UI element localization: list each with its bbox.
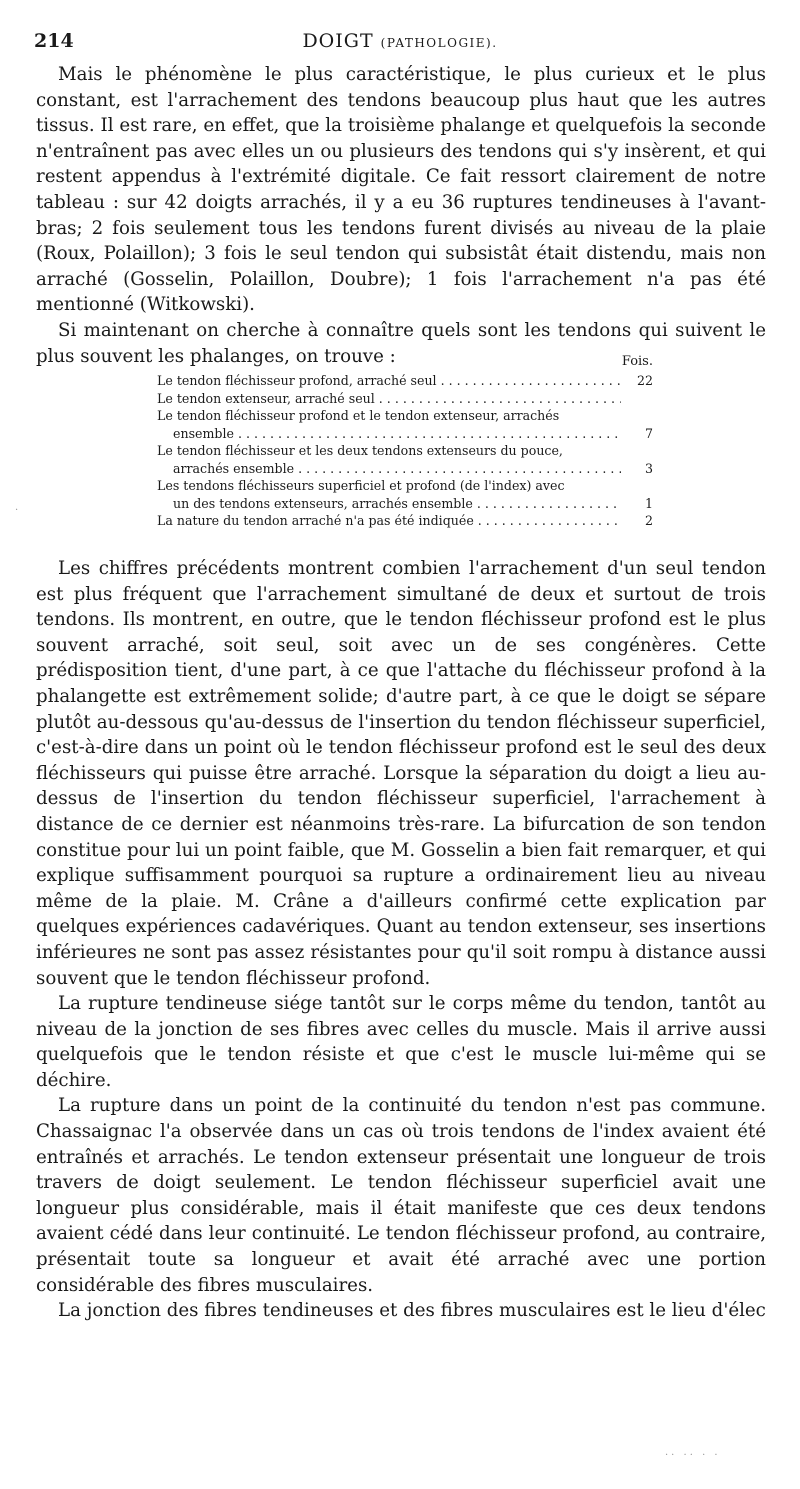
table-row-label: Les tendons fléchisseurs superficiel et profond (de l'index) avec [157, 478, 565, 493]
paragraph: Les chiffres précédents montrent combien l'arrachement d'un seul tendon est plus fréquent que l'arrachement simultané de deux et surtout de trois tendons. Ils montrent, en outre, que le tendon fléchisseur profond est le plus souvent arraché, soit seul, soit avec un de ses congénères. Cette prédisposition tient, d'une part, à ce que l'attache du fléchisseur profond à la phalangette est extrêmement solide; d'autre part, à ce que le doigt se sépare plutôt au-dessous qu'au-dessus de l'insertion du tendon fléchisseur superficiel, c'est-à-dire dans un point où le tendon fléchisseur profond est le seul des deux fléchisseurs qui puisse être arraché. Lorsque la séparation du doigt a lieu au-dessus de l'insertion du tendon fléchisseur superficiel, l'arrachement à distance de ce dernier est néanmoins très-rare. La bifurcation de son tendon constitue pour lui un point faible, que M. Gosselin a bien fait remarquer, et qui explique suffisamment pourquoi sa rupture a ordinairement lieu au niveau même de la plaie. M. Crâne a d'ailleurs confirmé cette explication par quelques expériences cadavériques. Quant au tendon extenseur, ses insertions inférieures ne sont pas assez résistantes pour qu'il soit rompu à distance aussi souvent que le tendon fléchisseur profond. [36, 558, 766, 989]
table-row-label: La nature du tendon arraché n'a pas été indiquée . . . [157, 512, 621, 530]
running-title [34, 30, 766, 52]
table-row [157, 442, 653, 477]
table-row-label: Le tendon fléchisseur profond, arraché seul . . . [157, 372, 621, 390]
running-head [34, 30, 766, 56]
table-column-header: Fois. [621, 354, 653, 369]
table-row [157, 477, 653, 512]
table-row [157, 512, 653, 530]
table-row [157, 407, 653, 442]
running-title-main: DOIGT [302, 30, 374, 52]
table-row-label-continued: arrachés ensemble . . . [157, 460, 621, 478]
paragraph: La rupture tendineuse siége tantôt sur le corps même du tendon, tantôt au niveau de la jonction de ses fibres avec celles du muscle. Mais il arrive aussi quelquefois que le tendon résiste et que c'est le muscle lui-même qui se déchire. [36, 993, 766, 1091]
table-row-label: Le tendon extenseur, arraché seul . . . [157, 390, 621, 408]
table-row-value: 3 [644, 460, 653, 476]
tendon-statistics-table [157, 352, 653, 530]
table-row-value: 22 [636, 373, 653, 388]
text-block-top [36, 62, 766, 369]
page-number: 214 [34, 30, 74, 52]
table-row-label: Le tendon fléchisseur et les deux tendons extenseurs du pouce, [157, 443, 563, 458]
table-row-label: Le tendon fléchisseur profond et le tendon extenseur, arrachés [157, 408, 560, 423]
paragraph: Mais le phénomène le plus caractéristique, le plus curieux et le plus constant, est l'arrachement des tendons beaucoup plus haut que les autres tissus. Il est rare, en effet, que la troisième phalange et quelquefois la seconde n'entraînent pas avec elles un ou plusieurs des tendons qui s'y insèrent, et qui restent appendus à l'extrémité digitale. Ce fait ressort clairement de notre tableau : sur 42 doigts arrachés, il y a eu 36 ruptures tendineuses à l'avant-bras; 2 fois seulement tous les tendons furent divisés au niveau de la plaie (Roux, Polaillon); 3 fois le seul tendon qui subsistât était distendu, mais non arraché (Gosselin, Polaillon, Doubre); 1 fois l'arrachement n'a pas été mentionné (Witkowski). [36, 64, 766, 316]
table-row-label-continued: ensemble . . . [157, 425, 621, 443]
paragraph: La jonction des fibres tendineuses et des fibres musculaires est le lieu d'élec [58, 1300, 766, 1322]
scan-speck: · [15, 505, 19, 516]
text-block-bottom [36, 556, 766, 1324]
table-row-label-continued: un des tendons extenseurs, arrachés ensemble . . . [157, 495, 621, 513]
table-row [157, 372, 653, 390]
table-row-value: 2 [644, 513, 653, 528]
paragraph: Si maintenant on cherche à connaître quels sont les tendons qui suivent le plus souvent les phalanges, on trouve : [36, 319, 766, 367]
table-row-value: 1 [644, 495, 653, 511]
running-title-subtitle: (PATHOLOGIE). [380, 36, 498, 50]
scan-specks: ·· ·· · · [665, 1450, 721, 1461]
table-row-value: 7 [644, 425, 653, 441]
paragraph: La rupture dans un point de la continuité du tendon n'est pas commune. Chassaignac l'a observée dans un cas où trois tendons de l'index avaient été entraînés et arrachés. Le tendon extenseur présentait une longueur de trois travers de doigt seulement. Le tendon fléchisseur superficiel avait une longueur plus considérable, mais il était manifeste que ces deux tendons avaient cédé dans leur continuité. Le tendon fléchisseur profond, au contraire, présentait toute sa longueur et avait été arraché avec une portion considérable des fibres musculaires. [36, 1095, 766, 1296]
table-row [157, 390, 653, 408]
